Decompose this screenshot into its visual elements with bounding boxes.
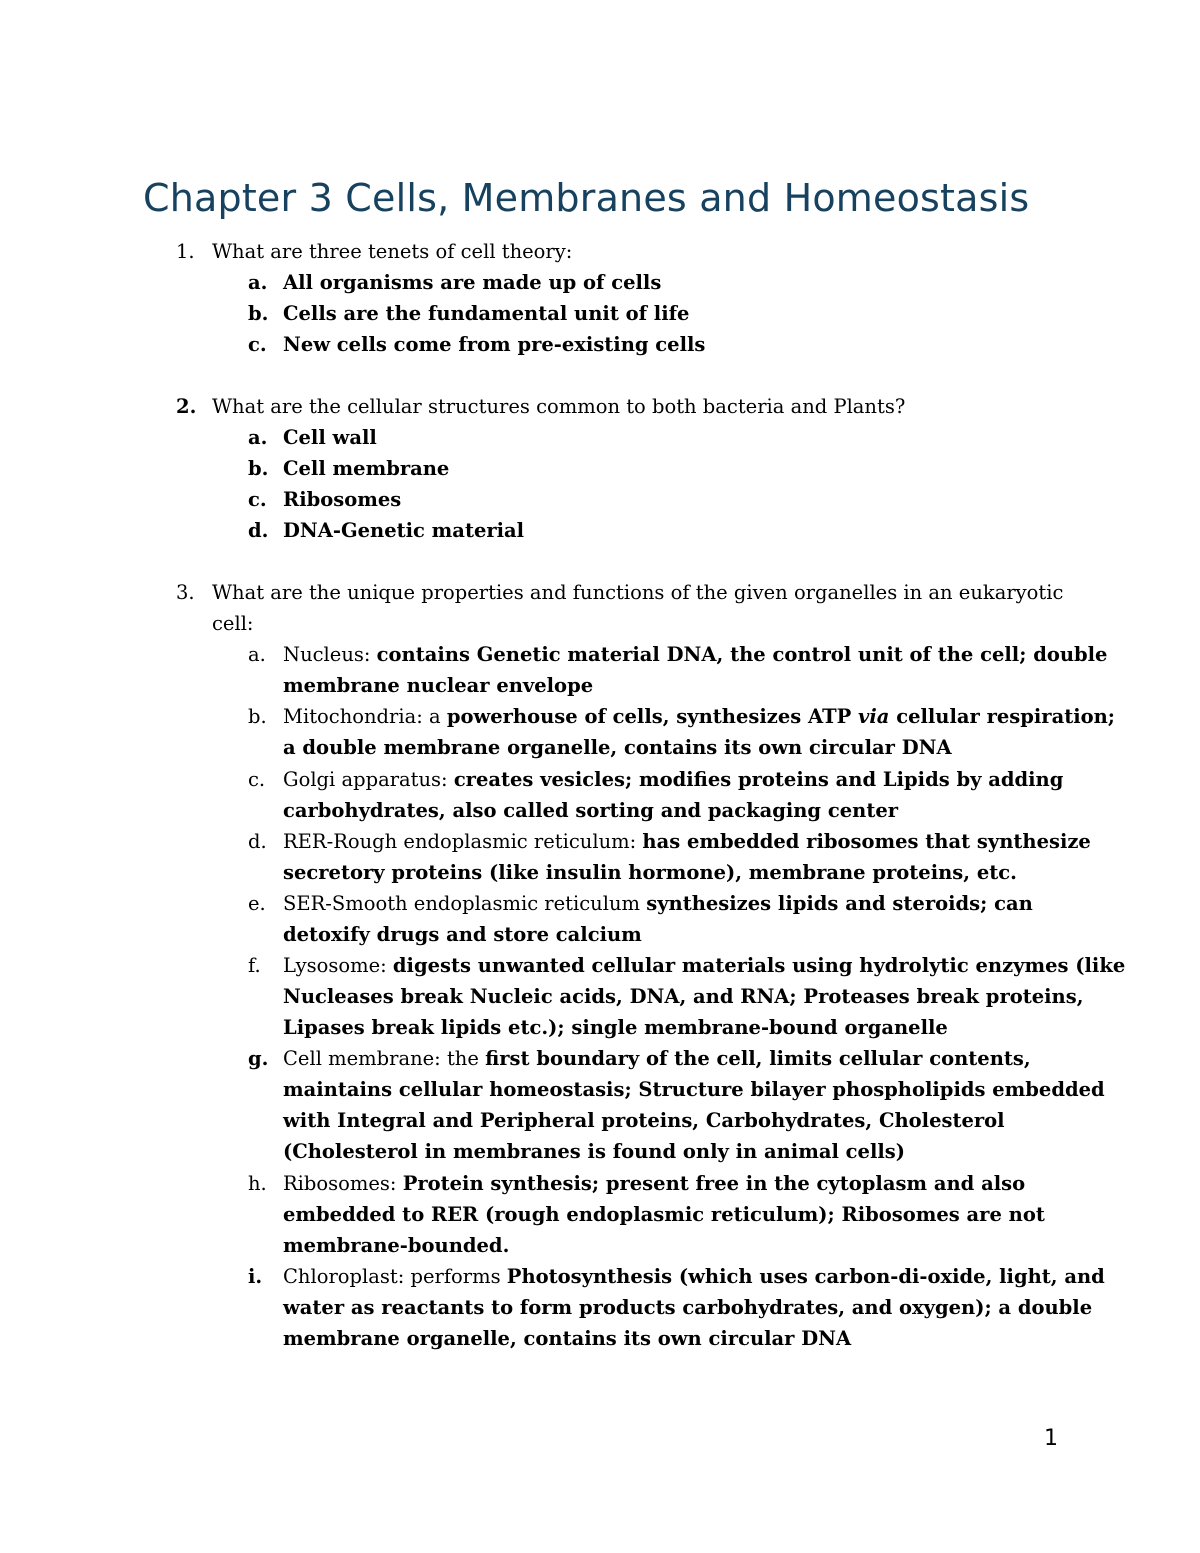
q3-item-c-line-2: carbohydrates, also called sorting and packaging center — [283, 799, 899, 822]
q3-item-i-line-2: water as reactants to form products carbohydrates, and oxygen); a double — [283, 1296, 1093, 1319]
q2-answer-c: Ribosomes — [283, 488, 402, 511]
q3-item-b-marker: b. — [248, 705, 267, 728]
q1-answer-a-marker: a. — [248, 271, 268, 294]
q2-answer-a-marker: a. — [248, 426, 268, 449]
q3-item-e-line-1: SER-Smooth endoplasmic reticulum synthesizes lipids and steroids; can — [283, 892, 1033, 915]
q3-item-g-line-4: (Cholesterol in membranes is found only in animal cells) — [283, 1140, 905, 1163]
q3-item-c-line-1: Golgi apparatus: creates vesicles; modifies proteins and Lipids by adding — [283, 768, 1064, 791]
q3-item-h-line-1: Ribosomes: Protein synthesis; present free in the cytoplasm and also — [283, 1172, 1026, 1195]
question-1-number: 1. — [176, 240, 195, 263]
q3-item-e-line-2: detoxify drugs and store calcium — [283, 923, 642, 946]
q1-answer-c: New cells come from pre-existing cells — [283, 333, 706, 356]
question-2-text: What are the cellular structures common to both bacteria and Plants? — [212, 395, 906, 418]
q3-item-d-marker: d. — [248, 830, 267, 853]
question-3-number: 3. — [176, 581, 195, 604]
q2-answer-d-marker: d. — [248, 519, 269, 542]
q3-item-i-line-1: Chloroplast: performs Photosynthesis (which uses carbon-di-oxide, light, and — [283, 1265, 1105, 1288]
q2-answer-b-marker: b. — [248, 457, 269, 480]
q2-answer-c-marker: c. — [248, 488, 267, 511]
q3-item-a-line-2: membrane nuclear envelope — [283, 674, 594, 697]
q3-item-h-line-3: membrane-bounded. — [283, 1234, 510, 1257]
q3-item-h-marker: h. — [248, 1172, 267, 1195]
q1-answer-b-marker: b. — [248, 302, 269, 325]
q3-item-i-line-3: membrane organelle, contains its own circular DNA — [283, 1327, 852, 1350]
question-3-text-line-2: cell: — [212, 612, 254, 635]
question-1-text: What are three tenets of cell theory: — [212, 240, 573, 263]
question-3-text-line-1: What are the unique properties and functions of the given organelles in an eukaryotic — [212, 581, 1064, 604]
q3-item-h-line-2: embedded to RER (rough endoplasmic reticulum); Ribosomes are not — [283, 1203, 1045, 1226]
q3-item-d-line-2: secretory proteins (like insulin hormone), membrane proteins, etc. — [283, 861, 1017, 884]
q3-item-f-line-1: Lysosome: digests unwanted cellular materials using hydrolytic enzymes (like — [283, 954, 1126, 977]
q1-answer-a: All organisms are made up of cells — [283, 271, 662, 294]
question-2-number: 2. — [176, 395, 197, 418]
q3-item-f-marker: f. — [248, 954, 261, 977]
q3-item-b-line-1: Mitochondria: a powerhouse of cells, synthesizes ATP via cellular respiration; — [283, 705, 1115, 728]
q3-item-f-line-3: Lipases break lipids etc.); single membrane-bound organelle — [283, 1016, 948, 1039]
page-title: Chapter 3 Cells, Membranes and Homeostasis — [143, 176, 1030, 220]
q3-item-g-line-2: maintains cellular homeostasis; Structure bilayer phospholipids embedded — [283, 1078, 1105, 1101]
q3-item-e-marker: e. — [248, 892, 266, 915]
page-number: 1 — [1044, 1426, 1058, 1451]
q1-answer-b: Cells are the fundamental unit of life — [283, 302, 690, 325]
q3-item-i-marker: i. — [248, 1265, 263, 1288]
q2-answer-b: Cell membrane — [283, 457, 450, 480]
q3-item-b-line-2: a double membrane organelle, contains its own circular DNA — [283, 736, 952, 759]
q2-answer-d: DNA-Genetic material — [283, 519, 525, 542]
q1-answer-c-marker: c. — [248, 333, 267, 356]
q3-item-f-line-2: Nucleases break Nucleic acids, DNA, and RNA; Proteases break proteins, — [283, 985, 1084, 1008]
q3-item-g-marker: g. — [248, 1047, 269, 1070]
q3-item-d-line-1: RER-Rough endoplasmic reticulum: has embedded ribosomes that synthesize — [283, 830, 1091, 853]
q2-answer-a: Cell wall — [283, 426, 377, 449]
q3-item-c-marker: c. — [248, 768, 266, 791]
q3-item-g-line-3: with Integral and Peripheral proteins, Carbohydrates, Cholesterol — [283, 1109, 1005, 1132]
q3-item-a-marker: a. — [248, 643, 266, 666]
q3-item-a-line-1: Nucleus: contains Genetic material DNA, the control unit of the cell; double — [283, 643, 1108, 666]
q3-item-g-line-1: Cell membrane: the first boundary of the cell, limits cellular contents, — [283, 1047, 1031, 1070]
